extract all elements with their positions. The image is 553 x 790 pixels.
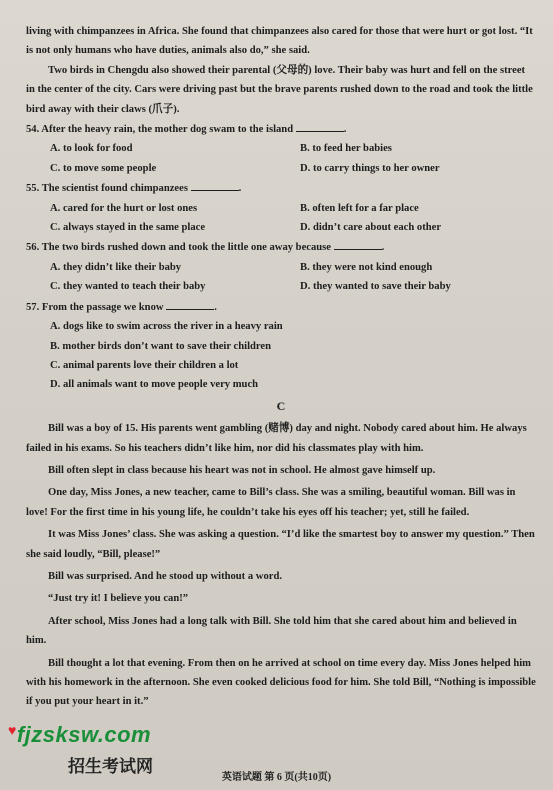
question-stem: 54. After the heavy rain, the mother dog swam to the island (26, 124, 294, 136)
passage-c-paragraph: After school, Miss Jones had a long talk with Bill. She told him that she cared about him and believed in him. (26, 615, 517, 647)
option: B. mother birds don’t want to save their children (50, 340, 272, 352)
option: C. to move some people (50, 162, 157, 174)
passage-c-paragraph: Bill often slept in class because his heart was not in school. He almost gave himself up. (48, 464, 436, 476)
option: C. animal parents love their children a lot (50, 359, 239, 371)
question-55: 55. The scientist found chimpanzees . A. cared for the hurt or lost ones B. often left for a far place C. always stayed in the same place D. didn’t care about each other (26, 179, 536, 237)
option: D. didn’t care about each other (300, 222, 442, 234)
page-footer: 英语试题 第 6 页(共10页) (221, 772, 332, 783)
options (26, 317, 536, 395)
site-watermark-subtitle: 招生考试网 (68, 757, 153, 777)
option: A. they didn’t like their baby (50, 261, 182, 273)
section-heading: C (276, 398, 286, 413)
question-56: 56. The two birds rushed down and took the little one away because . A. they didn’t like their baby B. they were not kind enough C. they wanted to teach their baby D. they wanted to save their baby (26, 238, 536, 296)
question-stem: 55. The scientist found chimpanzees (26, 183, 188, 195)
passage-b-paragraph: living with chimpanzees in Africa. She found that chimpanzees also cared for those that were hurt or got lost. “It is not only humans who have duties, animals also do,” she said. (26, 26, 533, 57)
heart-icon: ♥ (8, 722, 17, 738)
options (26, 258, 536, 297)
question-stem: 57. From the passage we know (26, 301, 164, 313)
passage-c-paragraph: It was Miss Jones’ class. She was asking a question. “I’d like the smartest boy to answer my question.” Then she said loudly, “Bill, please!” (26, 529, 535, 560)
option: C. always stayed in the same place (50, 222, 206, 234)
answer-blank (296, 121, 344, 132)
passage-c-paragraph: Bill was surprised. And he stood up without a word. (48, 570, 282, 582)
question-stem: 56. The two birds rushed down and took the little one away because (26, 242, 331, 254)
option: A. dogs like to swim across the river in a heavy rain (50, 321, 283, 333)
option: B. to feed her babies (300, 143, 392, 155)
option: C. they wanted to teach their baby (50, 281, 206, 293)
option: A. cared for the hurt or lost ones (50, 202, 198, 214)
question-54: 54. After the heavy rain, the mother dog swam to the island . A. to look for food B. to feed her babies C. to move some people D. to carry things to her owner (26, 120, 536, 178)
page-content (26, 22, 536, 712)
answer-blank (334, 239, 382, 250)
answer-blank (191, 180, 239, 191)
site-watermark-logo: ♥fjzsksw.com (8, 722, 152, 747)
passage-c-paragraph: Bill was a boy of 15. His parents went gambling (赌博) day and night. Nobody cared about him. He always failed in his exams. So his teachers didn’t like him, nor did his classmates play with him. (26, 423, 527, 454)
options (26, 199, 536, 238)
option: D. they wanted to save their baby (300, 281, 451, 293)
passage-c-paragraph: “Just try it! I believe you can!” (48, 593, 189, 605)
passage-c-paragraph: Bill thought a lot that evening. From then on he arrived at school on time every day. Miss Jones helped him with his homework in the afternoon. She even cooked delicious food for him. She told Bill, “Nothing is impossible if you put your heart in it.” (26, 657, 536, 708)
options (26, 139, 536, 178)
option: B. often left for a far place (300, 202, 419, 214)
passage-b-paragraph: Two birds in Chengdu also showed their parental (父母的) love. Their baby was hurt and fell on the street in the center of the city. Cars were driving past but the brave parents rushed down to the road and took the little bird away with their claws (爪子). (26, 64, 533, 115)
passage-c-paragraph: One day, Miss Jones, a new teacher, came to Bill’s class. She was a smiling, beautiful woman. Bill was in love! For the first time in his young life, he couldn’t take his eyes off his teacher; yet, still he failed. (26, 487, 516, 518)
option: B. they were not kind enough (300, 261, 433, 273)
answer-blank (166, 299, 214, 310)
option: A. to look for food (50, 143, 133, 155)
option: D. all animals want to move people very much (50, 379, 259, 391)
question-57: 57. From the passage we know . A. dogs like to swim across the river in a heavy rain B. mother birds don’t want to save their children C. animal parents love their children a lot D. all animals want to move people very much (26, 298, 536, 395)
option: D. to carry things to her owner (300, 162, 440, 174)
